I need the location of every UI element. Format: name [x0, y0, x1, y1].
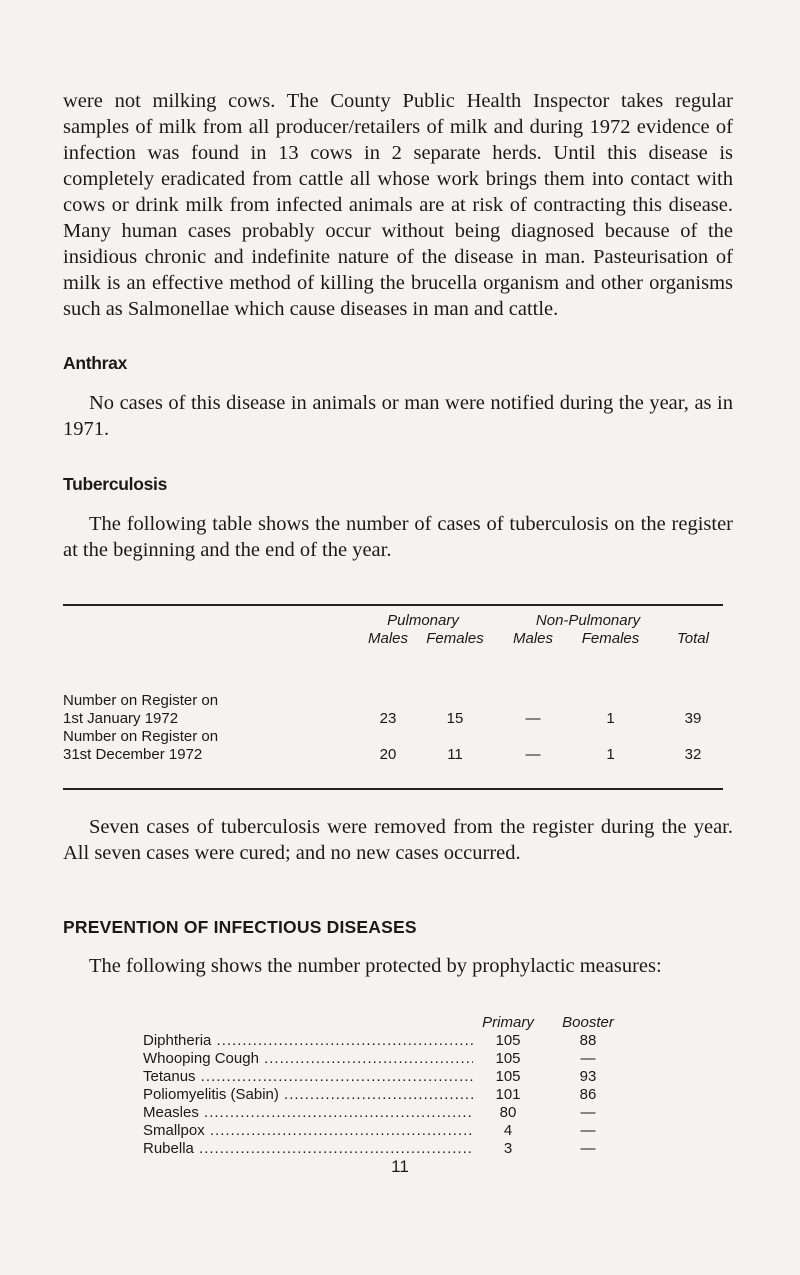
item-primary: 105: [495, 1050, 521, 1067]
tuberculosis-table: [63, 600, 723, 790]
item-primary: 105: [495, 1032, 521, 1049]
item-booster: —: [580, 1104, 596, 1121]
header-total: Total: [677, 630, 709, 647]
table-top-rule: [63, 604, 723, 606]
row1-total: 39: [684, 710, 702, 727]
list-item: [143, 1050, 683, 1068]
list-item: [143, 1122, 683, 1140]
row2-label-line1: Number on Register on: [63, 728, 219, 745]
page-number: 11: [391, 1157, 409, 1176]
item-primary: 3: [503, 1140, 513, 1157]
header-primary: Primary: [482, 1014, 534, 1031]
row2-non-pulmonary-females: 1: [606, 746, 615, 763]
tuberculosis-summary: Seven cases of tuberculosis were removed from the register during the year. All seven cases were cured; and no new cases occurred.: [63, 816, 733, 864]
item-booster: —: [580, 1140, 596, 1157]
tuberculosis-heading: Tuberculosis: [63, 474, 168, 494]
row2-total: 32: [684, 746, 702, 763]
row2-pulmonary-females: 11: [447, 746, 463, 763]
item-booster: —: [580, 1050, 596, 1067]
table-bottom-rule: [63, 788, 723, 790]
prevention-heading: PREVENTION OF INFECTIOUS DISEASES: [63, 917, 417, 937]
list-item: [143, 1104, 683, 1122]
item-primary: 80: [499, 1104, 517, 1121]
row1-pulmonary-males: 23: [379, 710, 397, 727]
row1-label-line2: 1st January 1972: [63, 710, 179, 727]
item-name: Smallpox .....: [143, 1122, 473, 1140]
row2-non-pulmonary-males: —: [525, 746, 541, 763]
prophylactic-list: [143, 1014, 683, 1158]
item-name: Diphtheria .....: [143, 1032, 473, 1050]
item-booster: 93: [579, 1068, 597, 1085]
row1-non-pulmonary-females: 1: [606, 710, 615, 727]
row1-non-pulmonary-males: —: [525, 710, 541, 727]
row2-label-line2: 31st December 1972: [63, 746, 203, 763]
anthrax-heading: Anthrax: [63, 353, 128, 373]
header-pulmonary: Pulmonary: [387, 612, 459, 629]
list-header: [143, 1014, 683, 1032]
tuberculosis-intro: The following table shows the number of cases of tuberculosis on the register at the beginning and the end of the year.: [63, 513, 733, 561]
brucellosis-paragraph: were not milking cows. The County Public Health Inspector takes regular samples of milk from all producer/retailers of milk and during 1972 evidence of infection was found in 13 cows in 2 separate herds. Until this disease is completely eradicated from cattle all whose work brings them into contact with cows or drink milk from infected animals are at risk of contracting this disease. Many human cases probably occur without being diagnosed because of the insidious chronic and indefinite nature of the disease in man. Pasteurisation of milk is an effective method of killing the brucella organism and other organisms such as Salmonellae which cause diseases in man and cattle.: [63, 90, 733, 320]
item-name: Tetanus .....: [143, 1068, 473, 1086]
row2-pulmonary-males: 20: [379, 746, 397, 763]
item-booster: —: [580, 1122, 596, 1139]
row1-pulmonary-females: 15: [446, 710, 464, 727]
item-booster: 88: [579, 1032, 597, 1049]
header-non-pulmonary: Non-Pulmonary: [535, 612, 641, 629]
header-booster: Booster: [562, 1014, 614, 1031]
item-name: Poliomyelitis (Sabin) .....: [143, 1086, 473, 1104]
item-name: Rubella .....: [143, 1140, 473, 1158]
item-primary: 101: [495, 1086, 521, 1103]
list-item: [143, 1032, 683, 1050]
list-item: [143, 1068, 683, 1086]
list-item: [143, 1086, 683, 1104]
item-primary: 105: [495, 1068, 521, 1085]
header-pulmonary-females: Females: [426, 630, 484, 647]
prevention-intro: The following shows the number protected by prophylactic measures:: [89, 955, 662, 977]
item-booster: 86: [579, 1086, 597, 1103]
header-non-pulmonary-males: Males: [512, 630, 553, 647]
header-non-pulmonary-females: Females: [581, 630, 640, 647]
anthrax-paragraph: No cases of this disease in animals or man were notified during the year, as in 1971.: [63, 392, 733, 440]
item-primary: 4: [503, 1122, 513, 1139]
header-pulmonary-males: Males: [367, 630, 408, 647]
item-name: Measles .....: [143, 1104, 473, 1122]
row1-label-line1: Number on Register on: [63, 692, 219, 709]
list-item: [143, 1140, 683, 1158]
item-name: Whooping Cough .....: [143, 1050, 473, 1068]
